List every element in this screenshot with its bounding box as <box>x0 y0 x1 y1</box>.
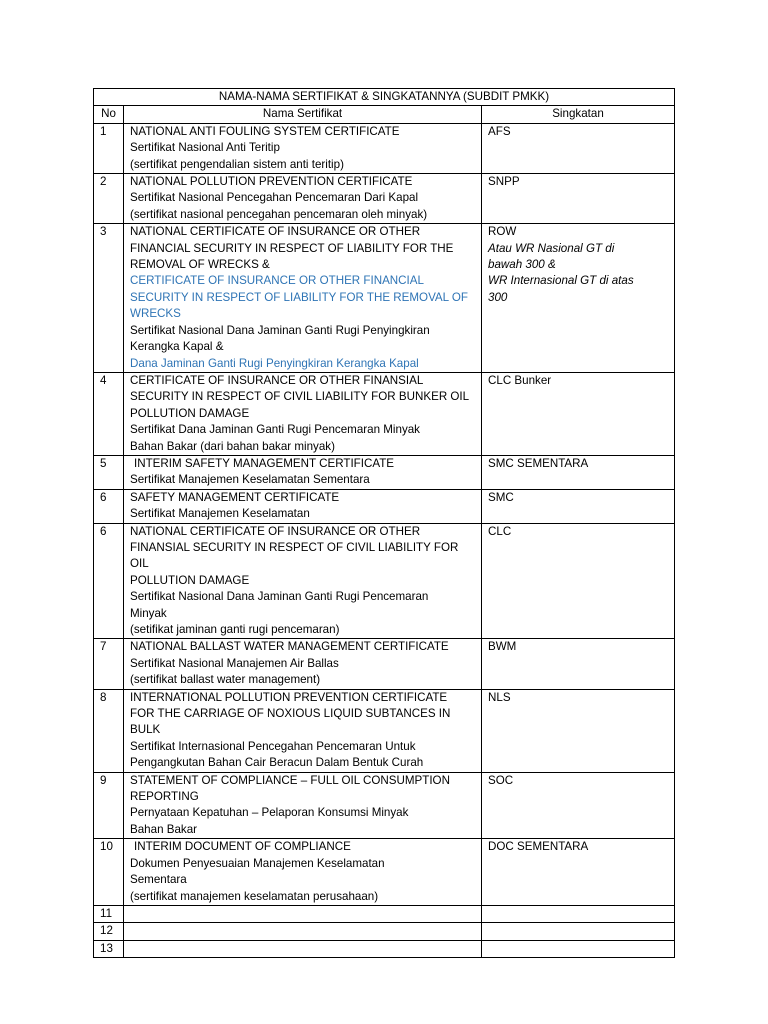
abbreviation-cell <box>482 940 675 957</box>
abbreviation-cell <box>482 174 675 224</box>
certificate-name-line: Dokumen Penyesuaian Manajemen Keselamatan <box>130 856 385 870</box>
header-no: No <box>94 106 124 123</box>
certificate-name-line: Minyak <box>130 606 167 620</box>
table-title: NAMA-NAMA SERTIFIKAT & SINGKATANNYA (SUBDIT PMKK) <box>94 89 675 106</box>
certificate-name-cell <box>124 639 482 689</box>
certificate-name-line: SECURITY IN RESPECT OF CIVIL LIABILITY FOR BUNKER OIL <box>130 390 470 404</box>
certificate-name-cell <box>124 772 482 839</box>
abbreviation-line: ROW <box>488 225 517 239</box>
abbreviation-line: NLS <box>488 690 511 704</box>
certificate-name-cell <box>124 455 482 489</box>
certificate-name-line: SECURITY IN RESPECT OF LIABILITY FOR THE REMOVAL OF <box>130 290 469 304</box>
abbreviation-line: bawah 300 & <box>488 258 556 272</box>
certificate-name-line: Sertifikat Internasional Pencegahan Pencemaran Untuk <box>130 739 416 753</box>
table-row <box>94 224 675 373</box>
certificate-name-line: INTERNATIONAL POLLUTION PREVENTION CERTIFICATE <box>130 690 448 704</box>
abbreviation-cell <box>482 923 675 940</box>
certificate-name-line: Bahan Bakar <box>130 822 198 836</box>
table-row <box>94 174 675 224</box>
abbreviation-line: AFS <box>488 124 511 138</box>
certificate-name-line: Sertifikat Nasional Manajemen Air Ballas <box>130 656 339 670</box>
certificate-name-cell <box>124 689 482 772</box>
row-number: 8 <box>94 689 124 772</box>
row-number: 6 <box>94 489 124 523</box>
table-row <box>94 923 675 940</box>
certificate-name-line: POLLUTION DAMAGE <box>130 406 250 420</box>
row-number: 4 <box>94 372 124 455</box>
row-number: 1 <box>94 123 124 173</box>
table-title-row <box>94 89 675 106</box>
certificate-name-line: Bahan Bakar (dari bahan bakar minyak) <box>130 439 335 453</box>
certificate-name-cell <box>124 923 482 940</box>
abbreviation-cell <box>482 455 675 489</box>
abbreviation-line: BWM <box>488 640 517 654</box>
abbreviation-cell <box>482 489 675 523</box>
certificate-name-line: Pengangkutan Bahan Cair Beracun Dalam Bentuk Curah <box>130 756 424 770</box>
certificate-name-line: NATIONAL CERTIFICATE OF INSURANCE OR OTHER <box>130 524 421 538</box>
table-header-row <box>94 106 675 123</box>
row-number: 12 <box>94 923 124 940</box>
certificate-name-line: Sertifikat Manajemen Keselamatan Sementara <box>130 473 370 487</box>
row-number: 9 <box>94 772 124 839</box>
abbreviation-line: 300 <box>488 290 508 304</box>
certificate-name-line: BULK <box>130 723 161 737</box>
abbreviation-cell <box>482 523 675 639</box>
certificate-name-line: Sertifikat Manajemen Keselamatan <box>130 507 310 521</box>
certificate-name-line: (sertifikat pengendalian sistem anti teritip) <box>130 157 344 171</box>
abbreviation-cell <box>482 689 675 772</box>
abbreviation-cell <box>482 123 675 173</box>
abbreviation-cell <box>482 224 675 373</box>
header-name: Nama Sertifikat <box>124 106 482 123</box>
certificate-name-line: Kerangka Kapal & <box>130 340 224 354</box>
certificate-name-line: FINANCIAL SECURITY IN RESPECT OF LIABILITY FOR THE <box>130 241 454 255</box>
row-number: 6 <box>94 523 124 639</box>
table-row <box>94 839 675 906</box>
row-number: 13 <box>94 940 124 957</box>
certificate-table <box>93 88 675 958</box>
abbreviation-line: SNPP <box>488 175 520 189</box>
certificate-name-line: CERTIFICATE OF INSURANCE OR OTHER FINANSIAL <box>130 373 424 387</box>
certificate-name-cell <box>124 123 482 173</box>
table-row <box>94 372 675 455</box>
certificate-name-cell <box>124 905 482 922</box>
certificate-name-line: (sertifikat ballast water management) <box>130 673 321 687</box>
certificate-name-line: NATIONAL CERTIFICATE OF INSURANCE OR OTHER <box>130 225 421 239</box>
certificate-name-line: STATEMENT OF COMPLIANCE – FULL OIL CONSUMPTION <box>130 773 450 787</box>
table-row <box>94 123 675 173</box>
certificate-name-cell <box>124 174 482 224</box>
certificate-name-cell <box>124 839 482 906</box>
table-row <box>94 455 675 489</box>
table-row <box>94 940 675 957</box>
table-row <box>94 639 675 689</box>
certificate-name-line: Pernyataan Kepatuhan – Pelaporan Konsumsi Minyak <box>130 806 409 820</box>
certificate-name-line: (sertifikat manajemen keselamatan perusahaan) <box>130 889 379 903</box>
certificate-name-line: Sertifikat Nasional Dana Jaminan Ganti Rugi Pencemaran <box>130 590 429 604</box>
abbreviation-cell <box>482 372 675 455</box>
table-row <box>94 905 675 922</box>
certificate-name-line: REPORTING <box>130 790 199 804</box>
row-number: 3 <box>94 224 124 373</box>
row-number: 5 <box>94 455 124 489</box>
certificate-name-line: (sertifikat nasional pencegahan pencemaran oleh minyak) <box>130 207 428 221</box>
table-row <box>94 689 675 772</box>
abbreviation-line: SMC SEMENTARA <box>488 456 589 470</box>
row-number: 7 <box>94 639 124 689</box>
row-number: 11 <box>94 905 124 922</box>
abbreviation-cell <box>482 639 675 689</box>
certificate-name-cell <box>124 940 482 957</box>
certificate-name-line: CERTIFICATE OF INSURANCE OR OTHER FINANCIAL <box>130 274 424 288</box>
certificate-name-line: Sertifikat Dana Jaminan Ganti Rugi Pencemaran Minyak <box>130 423 420 437</box>
certificate-name-line: Sertifikat Nasional Anti Teritip <box>130 141 280 155</box>
abbreviation-line: CLC Bunker <box>488 373 552 387</box>
certificate-name-line: INTERIM DOCUMENT OF COMPLIANCE <box>134 840 351 854</box>
certificate-name-line: POLLUTION DAMAGE <box>130 573 250 587</box>
abbreviation-line: Atau WR Nasional GT di <box>488 241 615 255</box>
abbreviation-line: SMC <box>488 490 514 504</box>
certificate-name-line: INTERIM SAFETY MANAGEMENT CERTIFICATE <box>134 456 395 470</box>
abbreviation-line: SOC <box>488 773 514 787</box>
certificate-name-line: NATIONAL BALLAST WATER MANAGEMENT CERTIFICATE <box>130 640 449 654</box>
certificate-name-line: FOR THE CARRIAGE OF NOXIOUS LIQUID SUBTANCES IN <box>130 707 451 721</box>
abbreviation-line: WR Internasional GT di atas <box>488 274 634 288</box>
certificate-name-cell <box>124 523 482 639</box>
certificate-name-cell <box>124 372 482 455</box>
certificate-name-line: Sertifikat Nasional Dana Jaminan Ganti Rugi Penyingkiran <box>130 323 430 337</box>
abbreviation-cell <box>482 772 675 839</box>
certificate-name-cell <box>124 224 482 373</box>
certificate-name-line: SAFETY MANAGEMENT CERTIFICATE <box>130 490 340 504</box>
certificate-name-cell <box>124 489 482 523</box>
certificate-name-line: Dana Jaminan Ganti Rugi Penyingkiran Kerangka Kapal <box>130 356 419 370</box>
header-abbr: Singkatan <box>482 106 675 123</box>
table-body <box>94 123 675 957</box>
table-row <box>94 523 675 639</box>
abbreviation-cell <box>482 839 675 906</box>
abbreviation-line: CLC <box>488 524 512 538</box>
row-number: 2 <box>94 174 124 224</box>
certificate-name-line: FINANSIAL SECURITY IN RESPECT OF CIVIL LIABILITY FOR OIL <box>130 540 459 571</box>
table-row <box>94 489 675 523</box>
abbreviation-line: DOC SEMENTARA <box>488 840 589 854</box>
certificate-name-line: Sertifikat Nasional Pencegahan Pencemaran Dari Kapal <box>130 191 419 205</box>
certificate-name-line: WRECKS <box>130 307 181 321</box>
certificate-name-line: REMOVAL OF WRECKS & <box>130 258 270 272</box>
abbreviation-cell <box>482 905 675 922</box>
certificate-name-line: (setifikat jaminan ganti rugi pencemaran) <box>130 623 340 636</box>
certificate-name-line: NATIONAL ANTI FOULING SYSTEM CERTIFICATE <box>130 124 400 138</box>
table-row <box>94 772 675 839</box>
certificate-name-line: Sementara <box>130 873 187 887</box>
row-number: 10 <box>94 839 124 906</box>
certificate-name-line: NATIONAL POLLUTION PREVENTION CERTIFICATE <box>130 175 413 189</box>
